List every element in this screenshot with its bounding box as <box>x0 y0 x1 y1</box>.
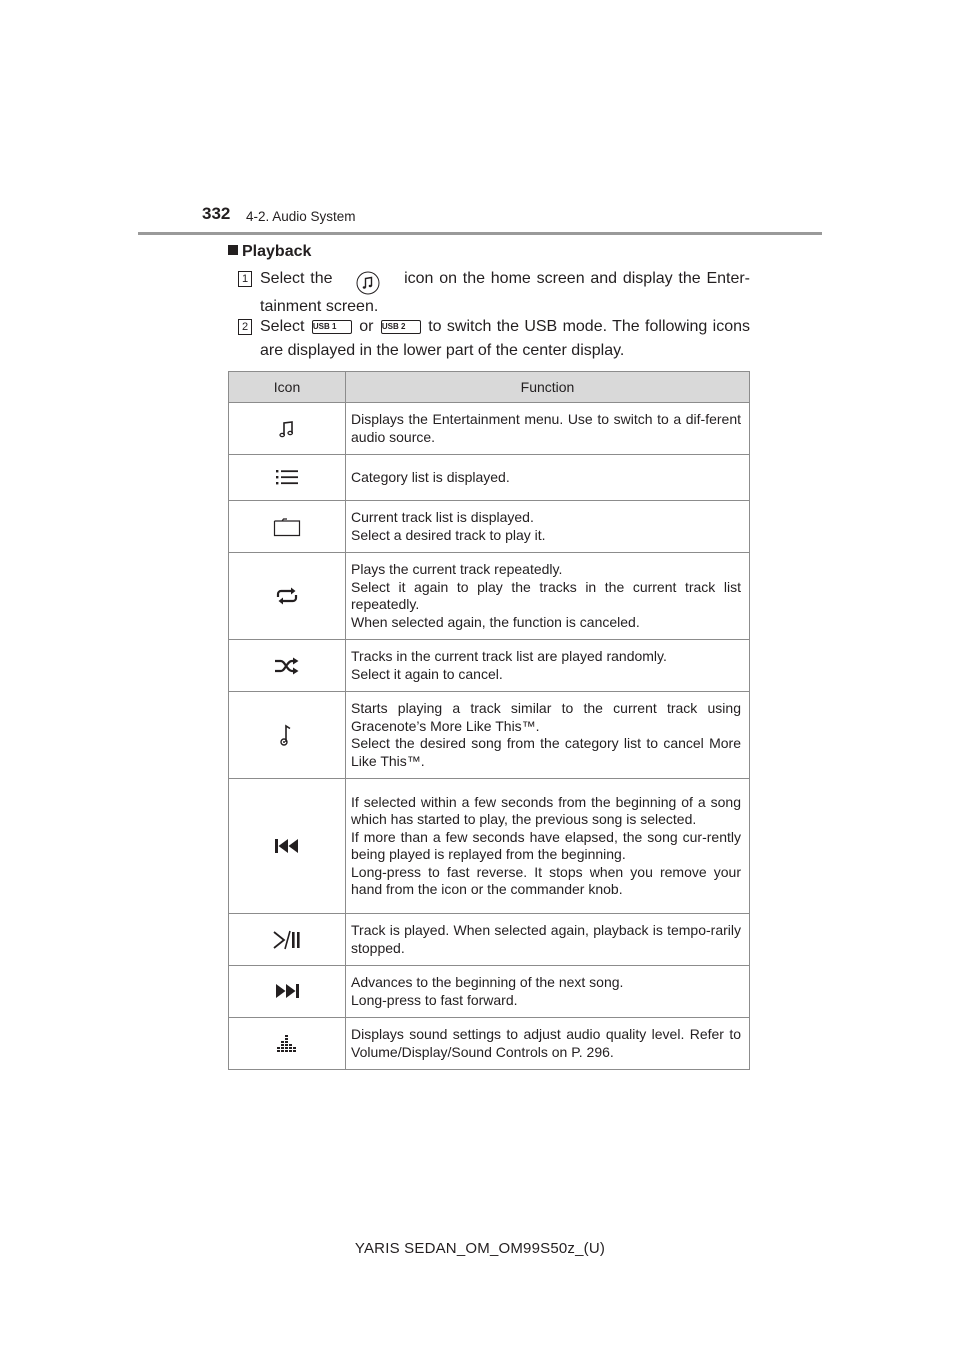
list-icon <box>275 468 299 486</box>
step-text: icon on the home screen and display the Enter-tainment screen. <box>260 270 751 315</box>
heading-text: Playback <box>242 243 312 260</box>
function-text: Long-press to fast reverse. It stops when you remove your hand from the icon or the commander knob. <box>351 863 741 897</box>
skip-previous-icon <box>274 838 300 854</box>
function-text: Tracks in the current track list are played randomly. <box>351 648 667 664</box>
function-text: Select a desired track to play it. <box>351 526 546 543</box>
function-text: Starts playing a track similar to the current track using Gracenote’s More Like This™. <box>351 700 741 734</box>
table-row <box>229 455 750 501</box>
step-text: Select <box>260 318 305 335</box>
table-row <box>229 692 750 779</box>
function-text: Displays sound settings to adjust audio quality level. Refer to Volume/Display/Sound Controls on P. 296. <box>351 1026 741 1060</box>
music-note-icon <box>356 271 380 295</box>
table-row <box>229 553 750 640</box>
step-text: Select the <box>260 270 333 287</box>
usb-1-button: USB 1 <box>312 320 352 334</box>
shuffle-icon <box>274 656 300 676</box>
music-note-icon <box>276 418 298 440</box>
column-header: Icon <box>229 372 346 403</box>
repeat-icon <box>274 586 300 606</box>
square-bullet-icon <box>228 245 238 255</box>
table-row <box>229 966 750 1018</box>
page-number: 332 <box>202 204 231 223</box>
function-text: Displays the Entertainment menu. Use to switch to a dif-ferent audio source. <box>351 411 741 445</box>
step-1 <box>238 267 750 319</box>
document-footer: YARIS SEDAN_OM_OM99S50z_(U) <box>354 1240 606 1257</box>
function-text: Track is played. When selected again, playback is tempo-rarily stopped. <box>351 922 741 956</box>
function-text: Plays the current track repeatedly. <box>351 561 563 577</box>
function-text: Category list is displayed. <box>351 468 510 485</box>
table-row <box>229 779 750 914</box>
sound-settings-icon <box>275 1033 299 1055</box>
table-row <box>229 640 750 692</box>
folder-icon <box>273 517 301 537</box>
play-pause-icon <box>272 930 302 950</box>
step-number: 2 <box>238 319 252 335</box>
skip-next-icon <box>274 983 300 999</box>
step-text: or <box>359 318 374 335</box>
function-text: Current track list is displayed. <box>351 509 534 525</box>
function-text: Long-press to fast forward. <box>351 991 518 1008</box>
function-text: If selected within a few seconds from the beginning of a song which has started to play, the previous song is selected. <box>351 793 741 827</box>
header-divider <box>138 232 822 235</box>
table-row <box>229 403 750 455</box>
table-header-row <box>229 372 750 403</box>
usb-2-button: USB 2 <box>381 320 421 334</box>
more-like-this-icon <box>277 723 297 747</box>
function-text: Advances to the beginning of the next song. <box>351 974 624 990</box>
table-row <box>229 501 750 553</box>
table-row <box>229 1018 750 1070</box>
function-text: Select it again to cancel. <box>351 665 503 682</box>
step-2 <box>238 315 750 363</box>
function-text: Select the desired song from the category list to cancel More Like This™. <box>351 735 741 769</box>
function-text: If more than a few seconds have elapsed, the song cur-rently being played is replayed from the beginning. <box>351 828 741 862</box>
section-heading <box>228 243 311 261</box>
function-text: Select it again to play the tracks in the current track list repeatedly. <box>351 578 741 612</box>
step-text: to switch the USB mode. The following icons are displayed in the lower part of the center display. <box>260 318 751 359</box>
column-header: Function <box>346 372 750 403</box>
step-number: 1 <box>238 271 252 287</box>
section-title: 4-2. Audio System <box>246 209 356 224</box>
table-row <box>229 914 750 966</box>
function-text: When selected again, the function is canceled. <box>351 613 640 630</box>
icon-function-table <box>228 371 750 1070</box>
